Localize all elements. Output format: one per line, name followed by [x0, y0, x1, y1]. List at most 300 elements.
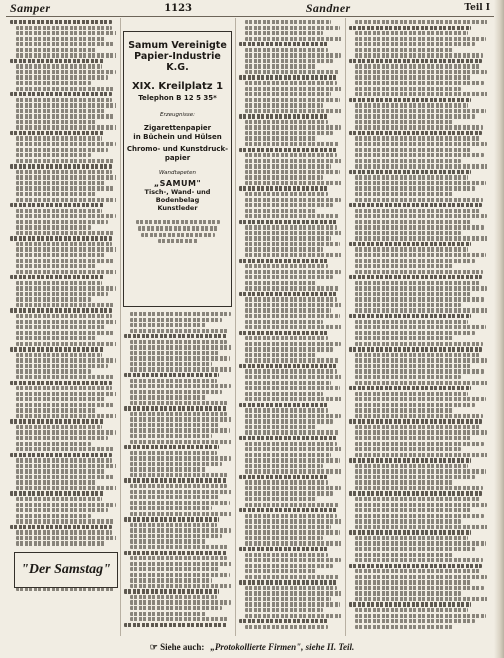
listing-entry-line — [16, 342, 116, 346]
listing-entry-line — [16, 225, 91, 229]
listing-entry-line — [16, 519, 114, 523]
listing-entry-line — [16, 375, 114, 379]
listing-entry-line — [130, 501, 230, 505]
listing-entry-line — [124, 517, 219, 521]
listing-entry-line — [355, 453, 487, 457]
listing-entry-line — [355, 164, 487, 168]
listing-entry-line — [130, 395, 206, 399]
listing-entry-line — [16, 253, 105, 257]
listing-entry-line — [355, 430, 487, 434]
listing-entry-line — [16, 214, 116, 218]
listing-entry-line — [349, 59, 482, 63]
listing-entry-line — [355, 425, 480, 429]
page-fold-shadow — [494, 0, 504, 658]
listing-entry-line — [130, 523, 217, 527]
listing-entry-line — [16, 70, 116, 74]
listing-entry-line — [16, 303, 114, 307]
listing-entry-line — [349, 170, 471, 174]
listing-entry-line — [245, 353, 317, 357]
listing-entry-line — [130, 462, 222, 466]
part-label: Teil I — [464, 3, 490, 13]
listing-entry-line — [245, 525, 331, 529]
listing-entry-line — [349, 458, 471, 462]
listing-entry-line — [10, 203, 104, 207]
listing-entry-line — [130, 612, 206, 616]
page-footer — [0, 640, 504, 654]
listing-entry-line — [130, 578, 212, 582]
ad-address: XIX. Kreilplatz 1 — [131, 81, 224, 92]
listing-entry-line — [16, 98, 112, 102]
listing-entry-line — [16, 259, 115, 263]
listing-entry-line — [124, 551, 227, 555]
listing-entry-line — [10, 59, 104, 63]
listing-entry-line — [245, 109, 341, 113]
listing-entry-line — [16, 159, 114, 163]
listing-entry-line — [349, 98, 471, 102]
listing-entry-line — [130, 440, 231, 444]
listing-entry-line — [349, 275, 482, 279]
listing-entry-line — [355, 308, 487, 312]
listing-entry-line — [245, 625, 328, 629]
listing-entry-line — [239, 547, 329, 551]
listing-entry-line — [355, 480, 453, 484]
listing-entry-line — [239, 580, 337, 584]
listing-entry-line — [245, 125, 341, 129]
listing-entry-line — [355, 92, 487, 96]
listing-entry-line — [10, 131, 104, 135]
listing-entry-line — [16, 114, 115, 118]
listing-entry-line — [355, 236, 487, 240]
listing-entry-line — [245, 558, 341, 562]
listing-entry-line — [355, 414, 483, 418]
listing-entry-line — [16, 242, 112, 246]
listing-entry-line — [245, 53, 341, 57]
ad-product1-line1: Zigarettenpapier — [143, 124, 212, 132]
listing-entry-line — [355, 403, 475, 407]
listing-entry-line — [355, 31, 468, 35]
listing-entry-line — [16, 125, 116, 129]
listing-entry-line — [245, 98, 340, 102]
listing-entry-line — [130, 318, 222, 322]
listing-entry-line — [355, 109, 486, 113]
listing-entry-line — [10, 453, 112, 457]
ad-phone: Telephon B 12 5 35* — [138, 94, 217, 102]
listing-entry-line — [130, 323, 206, 327]
listing-entry-line — [16, 220, 108, 224]
listing-entry-line — [16, 369, 91, 373]
ad-brand: „SAMUM" — [153, 179, 202, 188]
listing-entry-line — [355, 586, 484, 590]
listing-entry-line — [245, 541, 341, 545]
listing-entry-line — [245, 308, 331, 312]
listing-entry-line — [130, 584, 231, 588]
listing-entry-line — [245, 37, 341, 41]
listing-entry-line — [245, 59, 333, 63]
listing-entry-line — [245, 70, 339, 74]
listing-entry-line — [355, 369, 484, 373]
listing-entry-line — [245, 414, 341, 418]
listing-entry-line — [239, 364, 337, 368]
listing-entry-line — [16, 503, 116, 507]
listing-column-4 — [349, 20, 487, 632]
listing-entry-line — [10, 236, 112, 240]
listing-entry-line — [355, 442, 484, 446]
listing-entry-line — [245, 159, 341, 163]
listing-entry-line — [349, 491, 482, 495]
listing-entry-line — [130, 512, 231, 516]
listing-entry-line — [355, 303, 461, 307]
listing-entry-line — [245, 192, 328, 196]
listing-entry-line — [355, 148, 472, 152]
listing-entry-line — [349, 530, 471, 534]
ad-product1-line2: in Büchein und Hülsen — [133, 132, 222, 141]
listing-entry-line — [355, 264, 453, 268]
listing-entry-line — [245, 120, 328, 124]
listing-entry-line — [130, 567, 220, 571]
listing-entry-line — [124, 334, 227, 338]
listing-entry-line — [130, 379, 217, 383]
listing-entry-line — [16, 508, 108, 512]
listing-entry-line — [16, 480, 97, 484]
listing-entry-line — [355, 436, 472, 440]
listing-entry-line — [239, 114, 329, 118]
listing-entry-line — [355, 87, 461, 91]
listing-entry-line — [355, 297, 484, 301]
listing-entry-line — [16, 26, 112, 30]
listing-entry-line — [355, 580, 472, 584]
listing-entry-line — [355, 153, 484, 157]
listing-entry-line — [16, 397, 105, 401]
listing-entry-line — [16, 286, 116, 290]
listing-entry-line — [245, 342, 341, 346]
listing-entry-line — [245, 425, 317, 429]
listing-entry-line — [245, 81, 337, 85]
listing-entry-line — [16, 64, 102, 68]
listing-entry-line — [245, 20, 331, 24]
listing-entry-line — [245, 519, 341, 523]
listing-entry-line — [130, 490, 231, 494]
listing-entry-line — [355, 375, 461, 379]
listing-entry-line — [16, 320, 116, 324]
listing-entry-line — [245, 270, 341, 274]
listing-entry-line — [355, 381, 487, 385]
listing-entry-line — [245, 264, 328, 268]
listing-entry-line — [245, 281, 317, 285]
listing-entry-line — [245, 253, 341, 257]
header-left-name: Samper — [10, 0, 51, 15]
listing-entry-line — [245, 597, 331, 601]
listing-entry-line — [239, 42, 329, 46]
listing-entry-line — [245, 442, 337, 446]
listing-entry-line — [124, 478, 227, 482]
listing-entry-line — [239, 436, 337, 440]
listing-entry-line — [16, 358, 116, 362]
listing-entry-line — [16, 247, 116, 251]
listing-entry-line — [16, 186, 115, 190]
listing-entry-line — [245, 164, 331, 168]
listing-entry-line — [130, 312, 231, 316]
listing-entry-line — [10, 164, 112, 168]
listing-entry-line — [16, 414, 116, 418]
listing-entry-line — [16, 181, 105, 185]
listing-entry-line — [16, 386, 112, 390]
listing-entry-line — [245, 214, 339, 218]
listing-entry-line — [245, 369, 337, 373]
listing-entry-line — [10, 275, 104, 279]
listing-entry-line — [130, 384, 231, 388]
listing-entry-line — [16, 75, 108, 79]
listing-entry-line — [16, 42, 115, 46]
listing-entry-line — [355, 231, 461, 235]
listing-entry-line — [10, 308, 112, 312]
listing-entry-line — [355, 619, 475, 623]
listing-entry-line — [355, 220, 472, 224]
listing-entry-line — [245, 392, 323, 396]
listing-column-3 — [239, 20, 341, 632]
listing-entry-line — [16, 170, 112, 174]
listing-entry-line — [16, 475, 115, 479]
listing-entry-line — [10, 92, 112, 96]
listing-entry-line — [16, 408, 97, 412]
listing-entry-line — [245, 458, 340, 462]
footer-prefix: ☞ Siehe auch: — [149, 641, 205, 652]
listing-entry-line — [16, 425, 102, 429]
listing-entry-line — [130, 484, 227, 488]
listing-entry-line — [355, 519, 461, 523]
listing-entry-line — [16, 81, 91, 85]
listing-entry-line — [245, 608, 323, 612]
ad-product2-line2: papier — [164, 153, 191, 162]
listing-entry-line — [245, 430, 339, 434]
ad-small-heading2: Wandtapeten — [159, 170, 196, 176]
listing-entry-line — [10, 347, 104, 351]
listing-entry-line — [16, 442, 91, 446]
listing-entry-line — [239, 259, 329, 263]
listing-entry-line — [355, 469, 486, 473]
listing-entry-line — [124, 406, 227, 410]
listing-entry-line — [130, 556, 227, 560]
ad-title-line2: Papier-Industrie K.G. — [134, 51, 221, 73]
ad-product2-line1: Chromo- und Kunstdruck- — [126, 145, 229, 153]
listing-entry-line — [239, 148, 337, 152]
listing-entry-line — [355, 198, 483, 202]
listing-entry-line — [245, 386, 340, 390]
listing-entry-line — [349, 314, 471, 318]
ad-product3-line1: Tisch-, Wand- und — [144, 188, 211, 196]
listing-entry-line — [355, 253, 486, 257]
listing-entry-line — [239, 403, 329, 407]
listing-entry-line — [349, 386, 471, 390]
listing-entry-line — [355, 325, 486, 329]
listing-entry-line — [130, 417, 231, 421]
listing-entry-line — [355, 614, 486, 618]
listing-entry-line — [239, 220, 337, 224]
listing-entry-line — [355, 591, 461, 595]
listing-entry-line — [245, 198, 341, 202]
listing-entry-line — [245, 591, 341, 595]
listing-entry-line — [16, 541, 105, 545]
listing-entry-line — [355, 70, 487, 74]
listing-entry-line — [16, 281, 102, 285]
listing-entry-line — [245, 242, 340, 246]
listing-entry-line — [124, 623, 227, 627]
listing-entry-line — [130, 451, 217, 455]
listing-entry-line — [245, 303, 341, 307]
listing-entry-line — [130, 340, 227, 344]
listing-entry-line — [355, 247, 468, 251]
listing-entry-line — [245, 575, 339, 579]
listing-entry-line — [130, 506, 212, 510]
listing-entry-line — [349, 242, 471, 246]
listing-entry-line — [239, 75, 337, 79]
listing-entry-line — [130, 423, 220, 427]
listing-entry-line — [239, 475, 329, 479]
listing-entry-line — [355, 475, 475, 479]
listing-entry-line — [130, 600, 231, 604]
listing-entry-line — [130, 606, 222, 610]
listing-entry-line — [16, 497, 102, 501]
listing-entry-line — [245, 491, 333, 495]
listing-entry-line — [130, 345, 231, 349]
listing-entry-line — [245, 503, 339, 507]
listing-entry-line — [355, 464, 468, 468]
listing-entry-line — [130, 545, 229, 549]
listing-entry-line — [16, 87, 114, 91]
listing-entry-line — [355, 286, 487, 290]
listing-entry-line — [355, 142, 487, 146]
listing-entry-line — [245, 530, 340, 534]
listing-entry-line — [16, 486, 116, 490]
listing-entry-line — [355, 320, 468, 324]
listing-entry-line — [16, 209, 102, 213]
listing-entry-line — [16, 175, 116, 179]
listing-entry-line — [245, 553, 328, 557]
column-divider — [345, 18, 346, 636]
listing-entry-line — [245, 131, 333, 135]
listing-entry-line — [16, 469, 105, 473]
der-samstag-advertisement — [14, 552, 118, 588]
listing-entry-line — [130, 534, 222, 538]
listing-entry-line — [355, 209, 480, 213]
column-divider — [120, 18, 121, 636]
listing-entry-line — [245, 602, 340, 606]
listing-entry-line — [355, 48, 453, 52]
listing-entry-line — [16, 198, 116, 202]
listing-entry-line — [10, 491, 104, 495]
listing-entry-line — [355, 214, 487, 218]
listing-entry-line — [355, 120, 453, 124]
listing-entry-line — [124, 589, 219, 593]
listing-entry-line — [245, 569, 317, 573]
listing-entry-line — [16, 392, 116, 396]
listing-entry-line — [130, 495, 220, 499]
listing-entry-line — [245, 286, 339, 290]
listing-entry-line — [355, 486, 483, 490]
listing-entry-line — [16, 270, 116, 274]
listing-entry-line — [16, 364, 108, 368]
ad-fine-print — [124, 220, 231, 243]
listing-entry-line — [16, 53, 116, 57]
listing-entry-line — [16, 436, 108, 440]
listing-entry-line — [245, 297, 337, 301]
listing-entry-line — [245, 247, 323, 251]
listing-entry-line — [355, 508, 472, 512]
listing-entry-line — [16, 514, 91, 518]
listing-entry-line — [355, 625, 453, 629]
listing-entry-line — [130, 428, 230, 432]
listing-entry-line — [16, 109, 105, 113]
listing-entry-line — [355, 259, 475, 263]
listing-entry-line — [355, 181, 486, 185]
listing-entry-line — [245, 209, 317, 213]
listing-entry-line — [355, 358, 487, 362]
listing-entry-line — [245, 408, 328, 412]
listing-entry-line — [355, 553, 453, 557]
listing-entry-line — [245, 564, 333, 568]
listing-entry-line — [16, 292, 108, 296]
listing-entry-line — [355, 331, 475, 335]
listing-entry-line — [245, 231, 341, 235]
listing-entry-line — [349, 602, 471, 606]
listing-entry-line — [355, 364, 472, 368]
der-samstag-text: "Der Samstag" — [21, 562, 111, 577]
listing-entry-line — [355, 159, 461, 163]
listing-entry-line — [245, 397, 341, 401]
listing-entry-line — [245, 419, 333, 423]
listing-entry-line — [355, 497, 480, 501]
listing-entry-line — [355, 37, 486, 41]
listing-entry-line — [130, 617, 229, 621]
listing-entry-line — [355, 20, 487, 24]
listing-entry-line — [245, 480, 328, 484]
listing-column-1 — [10, 20, 116, 632]
column-divider — [235, 18, 236, 636]
listing-entry-line — [355, 541, 486, 545]
listing-entry-line — [130, 467, 206, 471]
listing-entry-line — [16, 136, 102, 140]
listing-entry-line — [245, 614, 341, 618]
listing-entry-line — [130, 434, 212, 438]
listing-entry-line — [130, 356, 230, 360]
listing-entry-line — [355, 175, 468, 179]
listing-entry-line — [130, 390, 222, 394]
footer-reference: „Protokollierte Firmen", siehe II. Teil. — [210, 642, 355, 652]
listing-entry-line — [245, 314, 340, 318]
ad-product3 — [124, 188, 231, 212]
listing-entry-line — [349, 347, 482, 351]
listing-entry-line — [355, 136, 480, 140]
listing-entry-line — [16, 331, 115, 335]
listing-entry-line — [245, 153, 337, 157]
header-right-name: Sandner — [305, 0, 351, 15]
listing-entry-line — [16, 153, 91, 157]
listing-entry-line — [16, 353, 102, 357]
listing-entry-line — [130, 401, 229, 405]
ad-product3-line3: Kunstleder — [157, 204, 198, 212]
listing-entry-line — [130, 562, 231, 566]
listing-entry-line — [349, 131, 482, 135]
listing-entry-line — [245, 203, 333, 207]
listing-entry-line — [355, 103, 468, 107]
listing-entry-line — [349, 564, 482, 568]
ad-product1 — [124, 124, 231, 141]
listing-entry-line — [245, 358, 339, 362]
listing-entry-line — [355, 270, 483, 274]
listing-entry-line — [355, 81, 484, 85]
listing-entry-line — [355, 447, 461, 451]
listing-entry-line — [130, 573, 230, 577]
listing-entry-line — [239, 508, 337, 512]
